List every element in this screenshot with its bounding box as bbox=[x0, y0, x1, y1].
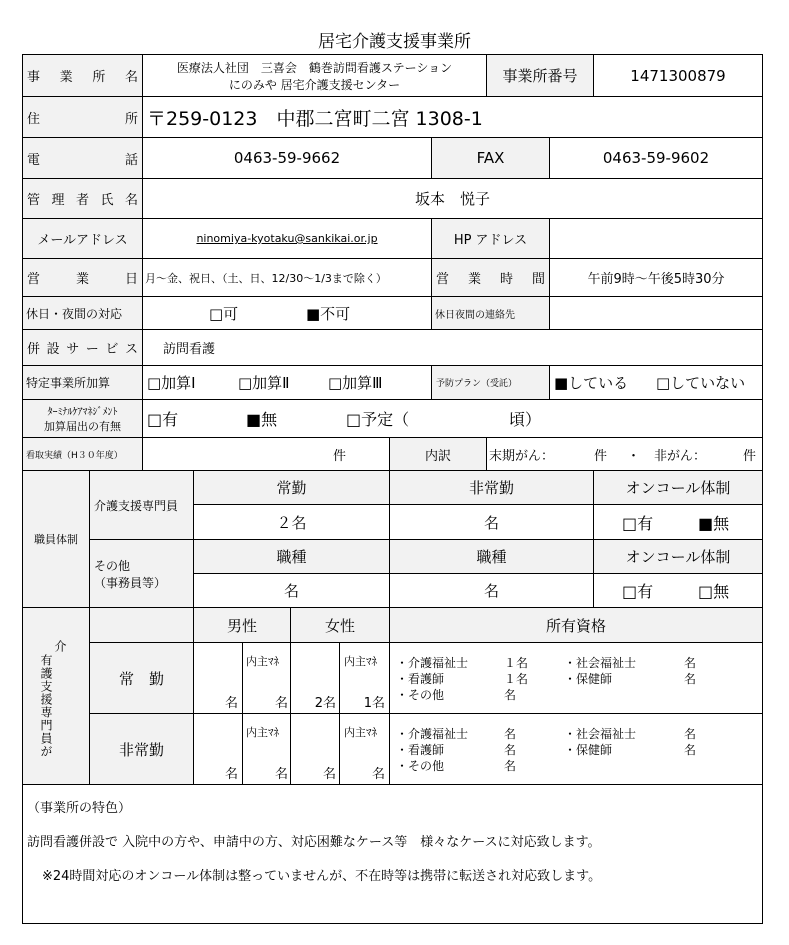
fulltime-qual-right-2: ・保健師 名 bbox=[564, 672, 697, 686]
parttime-qual-left-2: ・看護師 名 bbox=[396, 743, 517, 757]
qualification-label-col-2: 介 bbox=[53, 640, 67, 653]
cm-oncall-cell bbox=[593, 504, 763, 540]
other-oncall-cell bbox=[593, 573, 763, 608]
staff-section-label: 職員体制 bbox=[22, 470, 90, 608]
features-line-2: ※24時間対応のオンコール体制は整っていませんが、不在時等は携帯に転送され対応致します。 bbox=[42, 869, 602, 884]
terminal-yes-checkbox: □有 bbox=[147, 410, 179, 429]
mitori-label: 看取実績（H３０年度） bbox=[22, 437, 143, 471]
features-label: （事業所の特色） bbox=[27, 801, 132, 816]
mitori-count-cell bbox=[142, 437, 390, 471]
days-label-1: 営 bbox=[27, 272, 41, 287]
mitori-breakdown-label: 内訳 bbox=[389, 437, 487, 471]
other-staff-label-cell bbox=[89, 539, 194, 608]
qual-fulltime-label: 常 勤 bbox=[89, 642, 194, 714]
female-header: 女性 bbox=[290, 607, 390, 643]
parttime-qualifications-cell bbox=[389, 713, 763, 785]
fulltime-female-count: 2名 bbox=[314, 696, 336, 711]
other-parttime-count: 名 bbox=[389, 573, 594, 608]
mitori-noncancer-label: 非がん： bbox=[654, 448, 707, 464]
parttime-qual-left-1: ・介護福祉士 名 bbox=[396, 727, 517, 741]
mitori-dot: ・ bbox=[627, 448, 641, 464]
page-title: 居宅介護支援事業所 bbox=[318, 32, 471, 52]
parttime-male-cell bbox=[193, 713, 243, 785]
parttime-male-naishu-count: 名 bbox=[274, 767, 288, 782]
address-label-2: 所 bbox=[124, 111, 138, 127]
business-days: 月～金、祝日、（土、日、12/30～1/3まで除く） bbox=[142, 258, 432, 297]
yobo-yes-checkbox: ■している bbox=[554, 374, 629, 392]
cm-oncall-no-checkbox: ■無 bbox=[698, 513, 730, 533]
terminal-options-cell bbox=[142, 399, 763, 438]
phone: 0463-59-9662 bbox=[142, 137, 432, 179]
features-line-1: 訪問看護併設で 入院中の方や、申請中の方、対応困難なケース等 様々なケースに対応致します。 bbox=[27, 835, 601, 850]
other-staff-label-2: （事務員等） bbox=[94, 575, 167, 590]
fax: 0463-59-9602 bbox=[549, 137, 763, 179]
phone-label-2: 話 bbox=[124, 152, 138, 168]
parttime-male-count: 名 bbox=[224, 767, 238, 782]
fulltime-male-naishu-count: 名 bbox=[274, 696, 288, 711]
fulltime-qual-left-1: ・介護福祉士 １名 bbox=[396, 656, 529, 670]
holiday-label: 休日・夜間の対応 bbox=[22, 296, 143, 330]
phone-label-cell bbox=[22, 137, 143, 179]
owned-qualifications-header: 所有資格 bbox=[389, 607, 763, 643]
tokutei-3-checkbox: □加算Ⅲ bbox=[328, 374, 383, 392]
email-cell bbox=[142, 218, 432, 259]
fulltime-male-cell bbox=[193, 642, 243, 714]
tokutei-1-checkbox: □加算Ⅰ bbox=[147, 374, 196, 392]
hp-label: HP アドレス bbox=[431, 218, 550, 259]
fulltime-male-naishu-cell bbox=[242, 642, 291, 714]
mitori-noncancer-unit: 件 bbox=[743, 448, 757, 464]
other-job-type-header-1: 職種 bbox=[193, 539, 390, 574]
holiday-contact bbox=[549, 296, 763, 330]
days-label-2: 業 bbox=[75, 272, 89, 287]
days-label-3: 日 bbox=[124, 272, 138, 287]
fulltime-male-naishu-label: 内主ﾏﾈ bbox=[246, 655, 279, 668]
holiday-options-cell bbox=[142, 296, 432, 330]
yobo-options-cell bbox=[549, 365, 763, 400]
qual-parttime-label: 非常勤 bbox=[89, 713, 194, 785]
qual-corner-cell bbox=[89, 607, 194, 643]
mitori-cancer-label: 末期がん： bbox=[489, 448, 555, 464]
other-job-type-header-2: 職種 bbox=[389, 539, 594, 574]
cm-fulltime-header: 常勤 bbox=[193, 470, 390, 505]
parttime-qual-right-1: ・社会福祉士 名 bbox=[564, 727, 697, 741]
hours-label-cell bbox=[431, 258, 550, 297]
hp-value bbox=[549, 218, 763, 259]
fulltime-qualifications-cell bbox=[389, 642, 763, 714]
office-number-label: 事業所番号 bbox=[486, 54, 594, 97]
parttime-qual-left-3: ・その他 名 bbox=[396, 759, 517, 773]
terminal-label-2: 加算届出の有無 bbox=[44, 420, 121, 433]
days-label-cell bbox=[22, 258, 143, 297]
cm-parttime-header: 非常勤 bbox=[389, 470, 594, 505]
fulltime-female-naishu-label: 内主ﾏﾈ bbox=[344, 655, 377, 668]
parttime-female-naishu-label: 内主ﾏﾈ bbox=[344, 726, 377, 739]
other-fulltime-count: 名 bbox=[193, 573, 390, 608]
tokutei-label: 特定事業所加算 bbox=[22, 365, 143, 400]
parttime-female-count: 名 bbox=[322, 767, 336, 782]
fulltime-female-naishu-cell bbox=[339, 642, 390, 714]
fulltime-qual-left-2: ・看護師 １名 bbox=[396, 672, 529, 686]
address-label-cell bbox=[22, 96, 143, 138]
other-oncall-no-checkbox: □無 bbox=[698, 582, 730, 601]
parttime-female-cell bbox=[290, 713, 340, 785]
office-name-line1: 医療法人社団 三喜会 鶴巻訪問看護ステーション bbox=[176, 60, 453, 75]
address-label-1: 住 bbox=[27, 111, 41, 127]
fulltime-qual-right-1: ・社会福祉士 名 bbox=[564, 656, 697, 670]
terminal-plan-end: 頃） bbox=[509, 410, 542, 429]
cm-fulltime-count: ２名 bbox=[193, 504, 390, 540]
terminal-plan-checkbox: □予定（ bbox=[346, 410, 410, 429]
phone-label-1: 電 bbox=[27, 152, 41, 168]
hours-label: 営 業 時 間 bbox=[436, 272, 545, 287]
qualification-label-col-1: 有護支援専門員が bbox=[39, 654, 53, 758]
fulltime-female-cell bbox=[290, 642, 340, 714]
mitori-unit: 件 bbox=[333, 448, 347, 464]
fax-label: FAX bbox=[431, 137, 550, 179]
terminal-label-cell bbox=[22, 399, 143, 438]
yobo-no-checkbox: □していない bbox=[656, 374, 746, 392]
parttime-qual-right-2: ・保健師 名 bbox=[564, 743, 697, 757]
yobo-label: 予防プラン（受託） bbox=[431, 365, 550, 400]
office-name-cell bbox=[142, 54, 487, 97]
manager-label-cell bbox=[22, 178, 143, 219]
mitori-breakdown-cell bbox=[486, 437, 763, 471]
office-number: 1471300879 bbox=[593, 54, 763, 97]
other-staff-label-1: その他 bbox=[94, 558, 131, 573]
cm-oncall-header: オンコール体制 bbox=[593, 470, 763, 505]
manager-label: 管 理 者 氏 名 bbox=[27, 193, 138, 208]
care-manager-label: 介護支援専門員 bbox=[89, 470, 194, 540]
holiday-no-checkbox: ■不可 bbox=[306, 304, 351, 323]
fulltime-female-naishu-count: 1名 bbox=[363, 696, 385, 711]
business-hours: 午前9時～午後5時30分 bbox=[549, 258, 763, 297]
office-name-label-cell bbox=[22, 54, 143, 97]
cm-parttime-count: 名 bbox=[389, 504, 594, 540]
manager: 坂本 悦子 bbox=[142, 178, 763, 219]
other-oncall-header: オンコール体制 bbox=[593, 539, 763, 574]
parttime-female-naishu-count: 名 bbox=[371, 767, 385, 782]
mitori-cancer-unit: 件 bbox=[594, 448, 608, 464]
fulltime-male-count: 名 bbox=[224, 696, 238, 711]
terminal-label-1: ﾀｰﾐﾅﾙｹｱﾏﾈｼﾞﾒﾝﾄ bbox=[47, 407, 118, 418]
other-oncall-yes-checkbox: □有 bbox=[622, 582, 654, 601]
parttime-female-naishu-cell bbox=[339, 713, 390, 785]
service-label-cell bbox=[22, 329, 143, 366]
holiday-yes-checkbox: □可 bbox=[209, 304, 239, 323]
tokutei-options-cell bbox=[142, 365, 432, 400]
parttime-male-naishu-label: 内主ﾏﾈ bbox=[246, 726, 279, 739]
office-name-line2: にのみや 居宅介護支援センター bbox=[228, 77, 401, 92]
qualification-section-label bbox=[22, 607, 90, 785]
cm-oncall-yes-checkbox: □有 bbox=[622, 513, 654, 533]
terminal-no-checkbox: ■無 bbox=[246, 410, 278, 429]
fulltime-qual-left-3: ・その他 名 bbox=[396, 688, 517, 702]
attached-service: 訪問看護 bbox=[142, 329, 763, 366]
male-header: 男性 bbox=[193, 607, 291, 643]
address: 〒259-0123 中郡二宮町二宮 1308-1 bbox=[142, 96, 763, 138]
office-name-label: 事 業 所 名 bbox=[27, 70, 138, 85]
tokutei-2-checkbox: □加算Ⅱ bbox=[238, 374, 290, 392]
email-label: メールアドレス bbox=[22, 218, 143, 259]
holiday-contact-label: 休日夜間の連絡先 bbox=[431, 296, 550, 330]
parttime-male-naishu-cell bbox=[242, 713, 291, 785]
features-box bbox=[22, 784, 763, 924]
email-link[interactable]: ninomiya-kyotaku@sankikai.or.jp bbox=[196, 232, 378, 245]
service-label: 併 設 サ ー ビ ス bbox=[27, 342, 138, 357]
